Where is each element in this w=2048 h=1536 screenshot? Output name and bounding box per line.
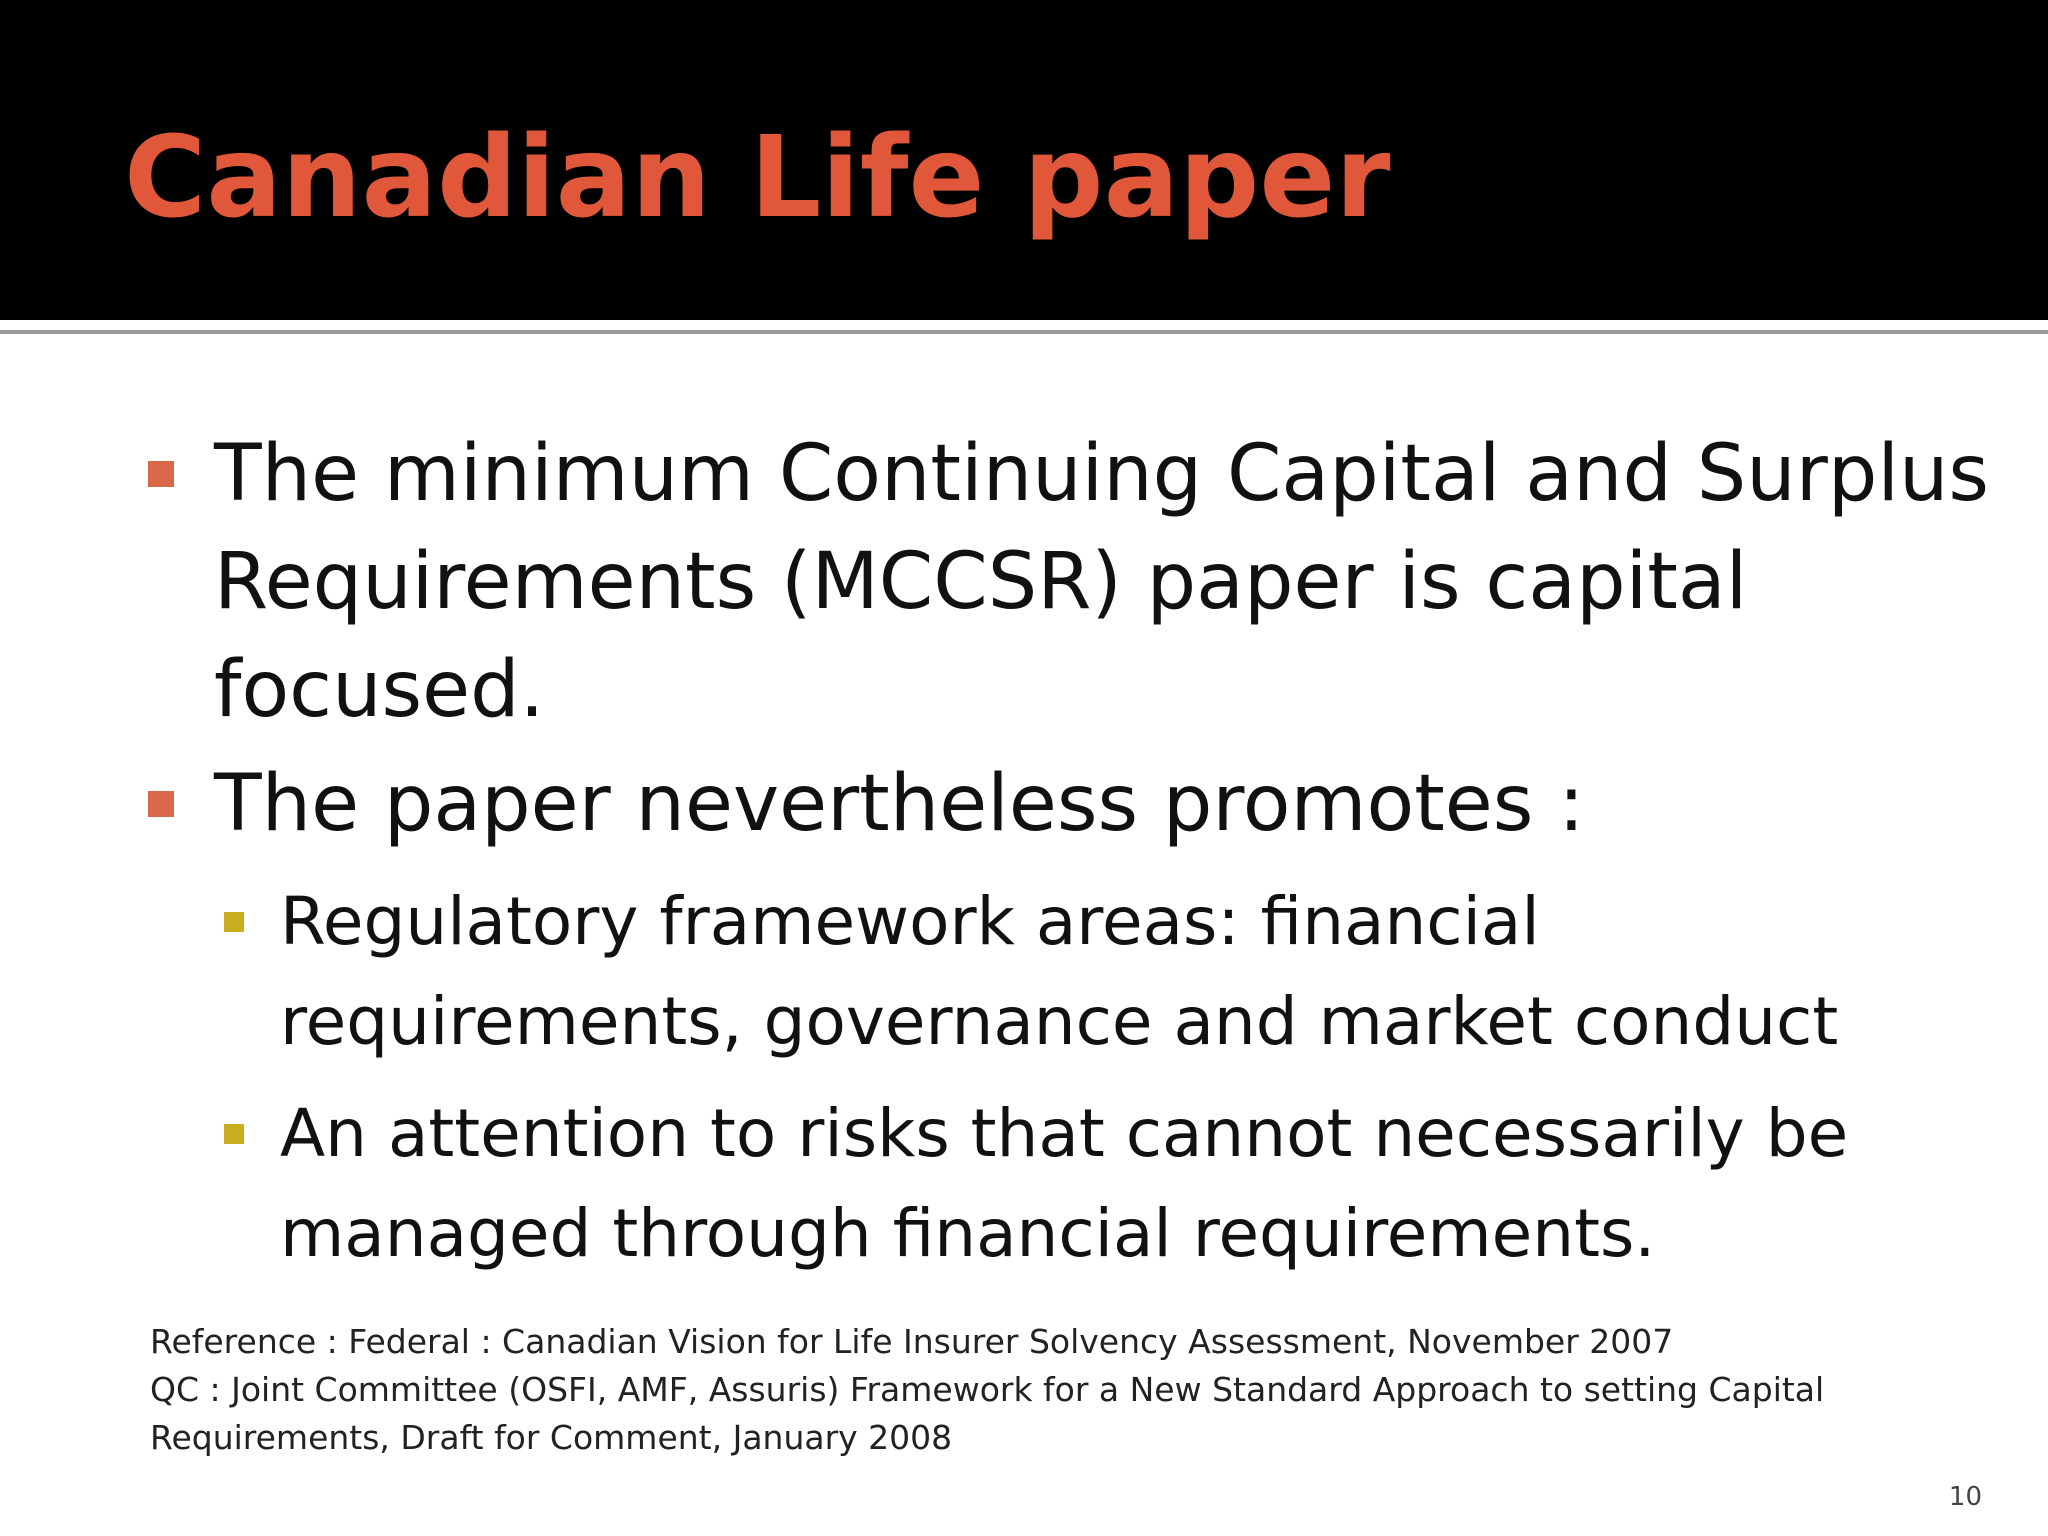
reference-line: QC : Joint Committee (OSFI, AMF, Assuris) Framework for a New Standard Approach to setting Capital	[150, 1370, 1825, 1409]
bullet-text-2	[214, 750, 2014, 858]
bullet-line: The paper nevertheless promotes :	[214, 759, 1585, 849]
reference-line: Reference : Federal : Canadian Vision for Life Insurer Solvency Assessment, November 2007	[150, 1322, 1674, 1361]
bullet-line: requirements, governance and market conduct	[280, 983, 1839, 1060]
bullet-line: The minimum Continuing Capital and Surplus	[214, 429, 1990, 519]
bullet-line: managed through financial requirements.	[280, 1195, 1656, 1272]
bullet-marker-l1	[148, 791, 174, 817]
sub-bullet-text-1	[280, 872, 2000, 1072]
bullet-line: Regulatory framework areas: financial	[280, 883, 1540, 960]
reference-line: Requirements, Draft for Comment, January 2008	[150, 1418, 953, 1457]
bullet-line: focused.	[214, 645, 545, 735]
bullet-line: Requirements (MCCSR) paper is capital	[214, 537, 1748, 627]
reference-note	[150, 1318, 2000, 1462]
page-number: 10	[1948, 1482, 1982, 1512]
sub-bullet-text-2	[280, 1084, 2000, 1284]
slide-title: Canadian Life paper	[124, 113, 1391, 243]
bullet-text-1	[214, 420, 2014, 744]
bullet-marker-l2	[224, 912, 244, 932]
bullet-marker-l2	[224, 1124, 244, 1144]
bullet-marker-l1	[148, 461, 174, 487]
bullet-line: An attention to risks that cannot necessarily be	[280, 1095, 1849, 1172]
